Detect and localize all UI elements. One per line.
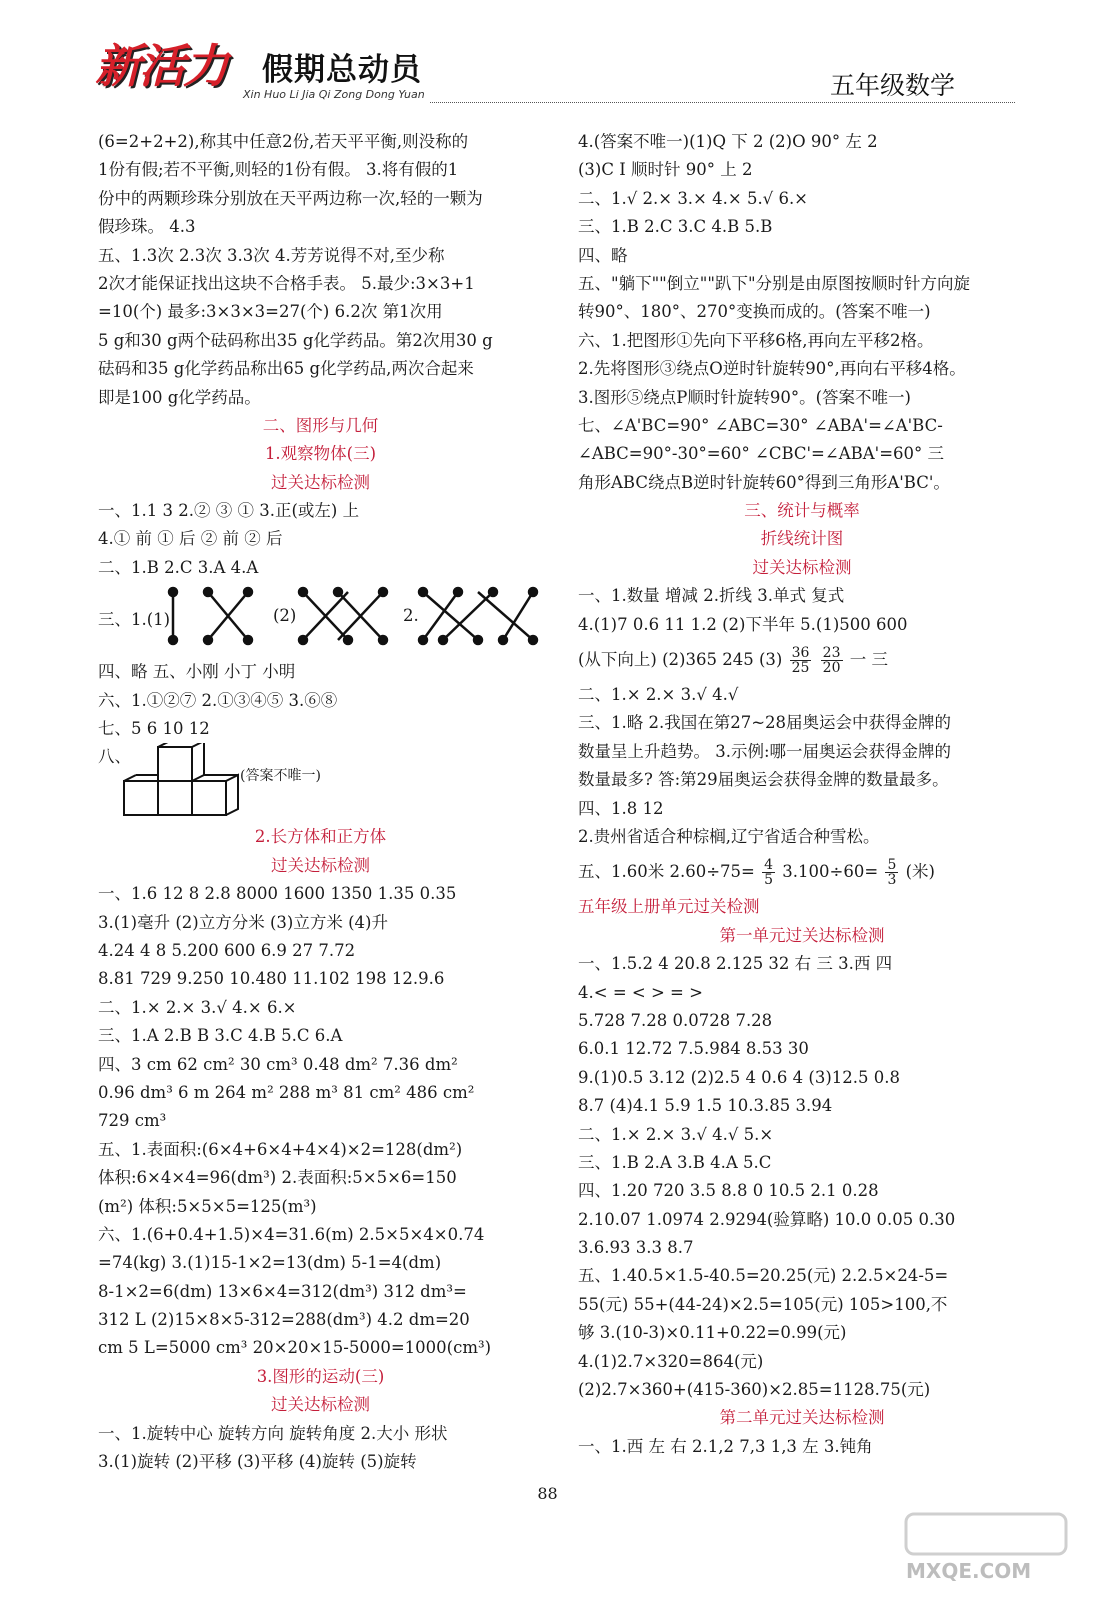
section-heading: 2.长方体和正方体 bbox=[254, 827, 387, 847]
fraction-numerator: 5 bbox=[887, 857, 897, 874]
fraction bbox=[762, 858, 775, 887]
text-line: 729 cm³ bbox=[98, 1111, 167, 1131]
text-line: 0.96 dm³ 6 m 264 m² 288 m³ 81 cm² 486 cm² bbox=[98, 1082, 475, 1102]
matching-lines-diagram bbox=[98, 582, 543, 658]
text-line: =10(个) 最多:3×3×3=27(个) 6.2次 第1次用 bbox=[98, 302, 443, 322]
text-segment: (从下向上) (2)365 245 (3) bbox=[578, 650, 783, 670]
text-line: 8-1×2=6(dm) 13×6×4=312(dm³) 312 dm³= bbox=[98, 1281, 467, 1301]
text-line: 数量最多? 答:第29届奥运会获得金牌的数量最多。 bbox=[578, 770, 949, 790]
matching-label: 2. bbox=[403, 606, 419, 626]
text-line: 4.① 前 ① 后 ② 前 ② 后 bbox=[98, 529, 283, 549]
text-line: 5.728 7.28 0.0728 7.28 bbox=[578, 1010, 773, 1030]
text-line: (6=2+2+2),称其中任意2份,若天平平衡,则没称的 bbox=[98, 132, 469, 151]
text-line: cm 5 L=5000 cm³ 20×20×15-5000=1000(cm³) bbox=[98, 1338, 492, 1358]
cube-answer bbox=[98, 743, 543, 823]
text-line: 四、略 bbox=[578, 245, 628, 265]
text-line: 三、1.略 2.我国在第27~28届奥运会中获得金牌的 bbox=[578, 713, 952, 733]
text-line: 55(元) 55+(44-24)×2.5=105(元) 105>100,不 bbox=[578, 1294, 948, 1314]
left-column bbox=[98, 128, 543, 1476]
text-line: 四、1.20 720 3.5 8.8 0 10.5 2.1 0.28 bbox=[578, 1181, 879, 1201]
text-line: 即是100 g化学药品。 bbox=[98, 387, 261, 407]
text-line: 2.贵州省适合种棕榈,辽宁省适合种雪松。 bbox=[578, 826, 880, 846]
text-line: 七、∠A'BC=90° ∠ABC=30° ∠ABA'=∠A'BC- bbox=[578, 415, 943, 435]
text-line: 4.< = < > = > bbox=[578, 982, 703, 1002]
text-line: 五、1.3次 2.3次 3.3次 4.芳芳说得不对,至少称 bbox=[98, 245, 445, 265]
fraction-numerator: 23 bbox=[822, 645, 841, 662]
text-line: 五、1.表面积:(6×4+6×4+4×4)×2=128(dm²) bbox=[98, 1139, 463, 1159]
part-heading: 五年级上册单元过关检测 bbox=[578, 897, 760, 917]
text-line: 七、5 6 10 12 bbox=[98, 719, 210, 739]
text-line: 六、1.(6+0.4+1.5)×4=31.6(m) 2.5×5×4×0.74 bbox=[98, 1224, 485, 1244]
unit-heading: 三、统计与概率 bbox=[744, 501, 860, 521]
section-heading: 折线统计图 bbox=[760, 529, 844, 549]
text-line: 体积:6×4×4=96(dm³) 2.表面积:5×5×6=150 bbox=[98, 1168, 457, 1188]
matching-label: (2) bbox=[273, 606, 297, 626]
answer-note: (答案不唯一) bbox=[240, 768, 321, 785]
text-line: 角形ABC绕点B逆时针旋转60°得到三角形A'BC'。 bbox=[578, 472, 950, 492]
text-line: 三、1.B 2.C 3.C 4.B 5.B bbox=[578, 217, 773, 237]
text-line: 一、1.5.2 4 20.8 2.125 32 右 三 3.西 四 bbox=[578, 954, 893, 974]
text-segment: 3.100÷60= bbox=[782, 862, 879, 882]
text-line: 1份有假;若不平衡,则轻的1份有假。 3.将有假的1 bbox=[98, 160, 459, 180]
text-line: 4.(1)7 0.6 11 1.2 (2)下半年 5.(1)500 600 bbox=[578, 614, 908, 634]
fraction-denominator: 20 bbox=[822, 660, 841, 677]
text-line: 五、"躺下""倒立""趴下"分别是由原图按顺时针方向旋 bbox=[578, 273, 971, 293]
text-line: 一、1.数量 增减 2.折线 3.单式 复式 bbox=[578, 586, 845, 606]
matching-label: 三、1.(1) bbox=[98, 610, 171, 630]
text-line: (3)C Ⅰ 顺时针 90° 上 2 bbox=[578, 160, 753, 180]
fraction bbox=[790, 646, 812, 675]
text-segment: 五、1.60米 2.60÷75= bbox=[578, 862, 755, 882]
text-line: 5 g和30 g两个砝码称出35 g化学药品。第2次用30 g bbox=[98, 330, 493, 350]
fraction bbox=[885, 858, 898, 887]
grade-subject: 五年级数学 bbox=[830, 71, 956, 100]
section-heading: 3.图形的运动(三) bbox=[256, 1366, 385, 1386]
text-line-with-fractions bbox=[578, 639, 1026, 681]
text-line: 2.先将图形③绕点O逆时针旋转90°,再向右平移4格。 bbox=[578, 359, 966, 379]
watermark-logo bbox=[902, 1512, 1072, 1582]
test-heading: 过关达标检测 bbox=[271, 1395, 370, 1415]
text-line: 三、1.A 2.B B 3.C 4.B 5.C 6.A bbox=[98, 1026, 343, 1046]
test-heading: 第二单元过关达标检测 bbox=[719, 1408, 885, 1428]
text-line: 够 3.(10-3)×0.11+0.22=0.99(元) bbox=[578, 1323, 847, 1343]
text-line: 四、3 cm 62 cm² 30 cm³ 0.48 dm² 7.36 dm² bbox=[98, 1054, 458, 1074]
text-line: 转90°、180°、270°变换而成的。(答案不唯一) bbox=[578, 302, 931, 322]
test-heading: 过关达标检测 bbox=[752, 557, 852, 577]
unit-heading: 二、图形与几何 bbox=[262, 415, 379, 435]
text-line: 2次才能保证找出这块不合格手表。 5.最少:3×3+1 bbox=[98, 273, 475, 293]
text-line: 五、1.40.5×1.5-40.5=20.25(元) 2.2.5×24-5= bbox=[578, 1266, 949, 1286]
text-line: 6.0.1 12.72 7.5.984 8.53 30 bbox=[578, 1039, 809, 1059]
cube-stack-figure bbox=[122, 743, 252, 823]
text-line: 二、1.× 2.× 3.√ 4.√ 5.× bbox=[578, 1124, 774, 1144]
matching-lines-answer bbox=[98, 582, 543, 658]
text-line: (2)2.7×360+(415-360)×2.85=1128.75(元) bbox=[578, 1380, 931, 1400]
text-line: 假珍珠。 4.3 bbox=[98, 217, 196, 237]
text-line: 一、1.西 左 右 2.1,2 7,3 1,3 左 3.钝角 bbox=[578, 1436, 873, 1456]
page-header bbox=[0, 0, 1095, 115]
series-title: 假期总动员 bbox=[262, 52, 422, 88]
series-pinyin: Xin Huo Li Jia Qi Zong Dong Yuan bbox=[243, 88, 425, 101]
text-line: 二、1.× 2.× 3.√ 4.× 6.× bbox=[98, 997, 297, 1017]
text-line: 二、1.× 2.× 3.√ 4.√ bbox=[578, 685, 739, 705]
question-label: 八、 bbox=[98, 747, 131, 767]
header-divider bbox=[430, 102, 1015, 103]
text-line: 9.(1)0.5 3.12 (2)2.5 4 0.6 4 (3)12.5 0.8 bbox=[578, 1067, 901, 1087]
text-line: 一、1.6 12 8 2.8 8000 1600 1350 1.35 0.35 bbox=[98, 884, 457, 904]
text-line: 3.(1)旋转 (2)平移 (3)平移 (4)旋转 (5)旋转 bbox=[98, 1452, 417, 1472]
text-line: 4.24 4 8 5.200 600 6.9 27 7.72 bbox=[98, 940, 356, 960]
text-line: 4.(答案不唯一)(1)Q 下 2 (2)O 90° 左 2 bbox=[578, 132, 878, 151]
right-column bbox=[578, 128, 1026, 1461]
fraction-denominator: 3 bbox=[887, 872, 897, 889]
test-heading: 过关达标检测 bbox=[271, 472, 370, 492]
svg-text:MXQE.COM: MXQE.COM bbox=[906, 1559, 1032, 1582]
text-line: 3.(1)毫升 (2)立方分米 (3)立方米 (4)升 bbox=[98, 912, 388, 932]
fraction-denominator: 5 bbox=[764, 872, 774, 889]
text-line: 三、1.B 2.A 3.B 4.A 5.C bbox=[578, 1152, 772, 1172]
text-line-with-fractions bbox=[578, 851, 1026, 893]
text-line: 二、1.B 2.C 3.A 4.A bbox=[98, 557, 259, 577]
text-line: 六、1.把图形①先向下平移6格,再向左平移2格。 bbox=[578, 330, 934, 350]
fraction bbox=[821, 646, 843, 675]
text-line: 四、略 五、小刚 小丁 小明 bbox=[98, 662, 296, 682]
text-line: 4.(1)2.7×320=864(元) bbox=[578, 1351, 764, 1371]
section-heading: 1.观察物体(三) bbox=[264, 444, 377, 464]
test-heading: 过关达标检测 bbox=[271, 855, 370, 875]
text-line: 3.6.93 3.3 8.7 bbox=[578, 1238, 694, 1258]
text-line: =74(kg) 3.(1)15-1×2=13(dm) 5-1=4(dm) bbox=[98, 1253, 442, 1273]
text-segment: 一 三 bbox=[849, 650, 888, 670]
brand-logo: 新活力 bbox=[95, 39, 227, 93]
fraction-numerator: 4 bbox=[764, 857, 774, 874]
text-line: 2.10.07 1.0974 2.9294(验算略) 10.0 0.05 0.30 bbox=[578, 1209, 956, 1229]
text-line: 数量呈上升趋势。 3.示例:哪一届奥运会获得金牌的 bbox=[578, 741, 952, 761]
text-line: 3.图形⑤绕点P顺时针旋转90°。(答案不唯一) bbox=[578, 387, 911, 407]
page-number: 88 bbox=[537, 1484, 558, 1503]
test-heading: 第一单元过关达标检测 bbox=[719, 925, 885, 945]
fraction-numerator: 36 bbox=[791, 645, 810, 662]
text-line: ∠ABC=90°-30°=60° ∠CBC'=∠ABA'=60° 三 bbox=[578, 444, 945, 464]
fraction-denominator: 25 bbox=[791, 660, 810, 677]
text-line: 一、1.1 3 2.② ③ ① 3.正(或左) 上 bbox=[98, 501, 360, 521]
text-line: 一、1.旋转中心 旋转方向 旋转角度 2.大小 形状 bbox=[98, 1423, 448, 1443]
text-line: 312 L (2)15×8×5-312=288(dm³) 4.2 dm=20 bbox=[98, 1310, 470, 1330]
text-line: 8.81 729 9.250 10.480 11.102 198 12.9.6 bbox=[98, 969, 445, 989]
text-line: 四、1.8 12 bbox=[578, 798, 664, 818]
text-line: 8.7 (4)4.1 5.9 1.5 10.3.85 3.94 bbox=[578, 1096, 833, 1116]
text-line: 砝码和35 g化学药品称出65 g化学药品,两次合起来 bbox=[98, 359, 474, 379]
text-line: 份中的两颗珍珠分别放在天平两边称一次,轻的一颗为 bbox=[98, 188, 483, 208]
text-segment: (米) bbox=[905, 862, 935, 882]
text-line: 二、1.√ 2.× 3.× 4.× 5.√ 6.× bbox=[578, 188, 809, 208]
text-line: 六、1.①②⑦ 2.①③④⑤ 3.⑥⑧ bbox=[98, 690, 338, 710]
text-line: (m²) 体积:5×5×5=125(m³) bbox=[98, 1196, 317, 1216]
